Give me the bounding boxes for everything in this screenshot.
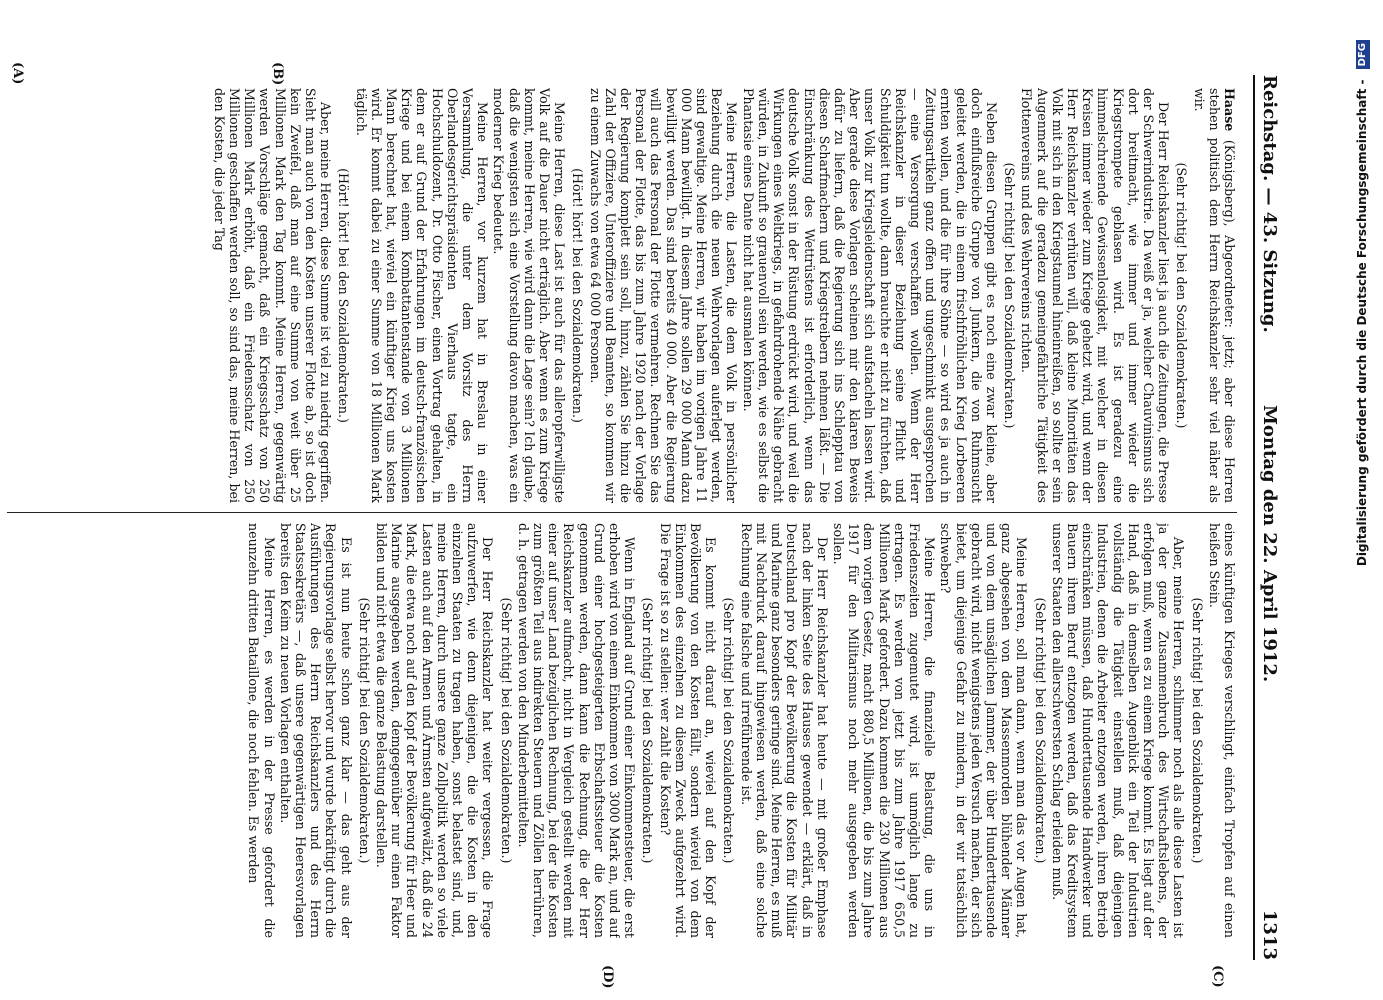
paragraph: Der Herr Reichskanzler hat weiter vergessen, die Frage aufzuwerfen, wie denn diejenigen, die die Kosten in den einzelnen Staaten zu tragen haben, sonst belastet sind, und, meine Herren, durch unsere ganze Zollpolitik werden so viele Lasten auch auf den Armen und Ärmsten aufgewälzt, daß die 24 Mark, die etwa noch auf den Kopf der Bevölkerung für Heer und Marine ausgegeben werden, demgegenüber nur einen Faktor bilden und nicht etwa die ganze Belastung darstellen. bbox=[374, 523, 496, 938]
page-header bbox=[1253, 75, 1283, 960]
page-number: 1313 bbox=[1259, 909, 1280, 960]
margin-marker-d: (D) bbox=[600, 965, 615, 989]
speaker-note: (Königsberg), Abgeordneter: bbox=[1222, 131, 1237, 328]
paragraph: Der Herr Reichskanzler liest ja auch die Zeitungen, die Presse der Schwerindustrie. Da weiß er ja, welcher Chauvinismus sich dort breitmacht, wie immer und immer wieder die Kriegstrompete geblasen wird. Es ist geradezu eine himmelschreiende Gewissenlosigkeit, mit welcher in diesen Kreisen immer wieder zum Kriege gehetzt wird, und wenn der Herr Reichskanzler verhüten will, daß kleine Minoritäten das Volk mit sich in den Kriegstaumel hineinreißen, so sollte er sein Augenmerk auf die geradezu gemeingefährliche Tätigkeit des Flottenvereins und des Wehrvereins richten. bbox=[1019, 88, 1172, 503]
paragraph-text: jetzt; aber diese Herren stehen politisch dem Herrn Reichskanzler sehr viel näher als wir. bbox=[1191, 88, 1237, 503]
paragraph: Meine Herren, die finanzielle Belastung, die uns in Friedenszeiten zugemutet wird, ist unmöglich lange zu ertragen. Es werden von jetzt bis zum Jahre 1917 650,5 Millionen Mark gefordert. Dazu kommen die 230 Millionen aus dem vorigen Gesetz, macht 880,5 Millionen, die bis zum Jahre 1917 für den Militarismus noch mehr ausgegeben werden sollen. bbox=[830, 523, 938, 938]
paragraph-continuation: eines künftigen Krieges verschlingt, einfach Tropfen auf einen heißen Stein. bbox=[1206, 523, 1237, 938]
paragraph: Meine Herren, es werden in der Presse gefordert die neunzehn dritten Bataillone, die noch fehlen. Es werden bbox=[246, 523, 277, 938]
paragraph: Meine Herren, die Lasten, die dem Volk in persönlicher Beziehung durch die neuen Wehrvorlagen auferlegt werden, sind gewaltige. Meine Herren, wir haben im vorigen Jahre 11 000 Mann bewilligt. In diesem Jahre sollen 29 000 Mann dazu bewilligt werden. Das sind bereits 40 000. Aber die Regierung will auch das Personal der Flotte vermehren. Rechnen Sie das Personal der Flotte, das bis zum Jahre 1920 nach der Vorlage der Regierung komplett sein soll, hinzu, zählen Sie hinzu die Zahl der Offiziere, Unteroffiziere und Beamten, so kommen wir zu einem Zuwachs von etwa 64 000 Personen. bbox=[587, 88, 740, 503]
interjection: (Sehr richtig! bei den Sozialdemokraten.) bbox=[498, 597, 514, 864]
credit-text: Digitalisierung gefördert durch die Deutsche Forschungsgemeinschaft - bbox=[1355, 79, 1369, 567]
interjection: (Sehr richtig! bei den Sozialdemokraten.) bbox=[1174, 162, 1190, 429]
header-date: Montag den 22. April 1912. bbox=[1259, 405, 1280, 683]
interjection: (Hört! hört! bei den Sozialdemokraten.) bbox=[336, 168, 352, 423]
paragraph: Meine Herren, vor kurzem hat in Breslau in einer Versammlung, die unter dem Vorsitz des Herrn Oberlandesgerichtspräsidenten Vierhaus tagte, ein Hochschuldozent, Dr. Otto Fischer, einen Vortrag gehalten, in dem er auf Grund der Erfahrungen im deutsch-französischen Kriege und bei einem Kombattantenstande von 3 Millionen Mann berechnet hat, wieviel ein künftiger Krieg uns kosten wird. Er kommt dabei zu einer Summe von 18 Millionen Mark täglich. bbox=[353, 88, 491, 503]
header-session-title: Reichstag. — 43. Sitzung. bbox=[1259, 75, 1280, 333]
right-text-column bbox=[7, 523, 1237, 938]
left-text-column bbox=[7, 88, 1237, 503]
speaker-name: Haase bbox=[1222, 88, 1237, 132]
interjection: (Hört! hört! bei den Sozialdemokraten.) bbox=[570, 168, 586, 423]
dfg-logo: DFG bbox=[1356, 40, 1370, 69]
paragraph: Aber, meine Herren, schlimmer noch als alle diese Lasten ist ja der ganze Zusammenbruch des Wirtschaftslebens, der erfolgen muß, wenn es zu einem Kriege kommt. Es liegt auf der Hand, daß in demselben Augenblick ein Teil der Industrien vollständig die Tätigkeit einstellen muß, daß diejenigen Industrien, denen die Arbeiter entzogen werden, ihren Betrieb einschränken müssen, daß Hunderttausende Handwerker und Bauern ihrem Beruf entzogen werden, daß das Kreditsystem unserer Staaten den allerschwersten Schlag erleiden muß. bbox=[1049, 523, 1187, 938]
column-divider bbox=[7, 512, 1237, 513]
paragraph: Meine Herren, soll man dann, wenn man das vor Augen hat, ganz abgesehen von dem Massenmorden blühender Männer und von dem unsäglichen Jammer, der über Hunderttausende gebracht wird, nicht wenigstens jeden Versuch machen, der sich bietet, um diejenige Gefahr zu mindern, in der wir tatsächlich schweben? bbox=[938, 523, 1030, 938]
margin-marker-b: (B) bbox=[270, 62, 285, 86]
paragraph: Der Herr Reichskanzler hat heute — mit großer Emphase nach der linken Seite des Hauses gewendet — erklärt, daß in Deutschland pro Kopf der Bevölkerung die Kosten für Militär und Marine ganz besonders geringe sind. Meine Herren, es muß mit Nachdruck darauf hingewiesen werden, daß eine solche Rechnung eine falsche und irreführende ist. bbox=[738, 523, 830, 938]
interjection: (Sehr richtig! bei den Sozialdemokraten.) bbox=[1002, 162, 1018, 429]
margin-marker-c: (C) bbox=[1210, 965, 1225, 988]
margin-marker-a: (A) bbox=[10, 62, 25, 85]
digitization-credit bbox=[1328, 20, 1369, 1000]
interjection: (Sehr richtig! bei den Sozialdemokraten.) bbox=[1032, 597, 1048, 864]
paragraph: Neben diesen Gruppen gibt es noch eine zwar kleine, aber doch einflußreiche Gruppe von Junkern, die von Ruhmsucht geleitet werden, die in einem frischfröhlichen Krieg Lorbeeren ernten wollen, und die für ihre Söhne — so wird es ja auch in Zeitungsartikeln ganz offen und ungeschminkt ausgesprochen — eine Versorgung verschaffen wollen. Wenn der Herr Reichskanzler in dieser Beziehung seine Pflicht und Schuldigkeit tun wollte, dann brauchte er nicht zu fürchten, daß unser Volk zur Kriegsleidenschaft sich aufstacheln lassen wird. Aber gerade diese Vorlagen scheinen mir den klaren Beweis dafür zu liefern, daß die Regierung sich ins Schlepptau von diesen Scharfmachern und Kriegstreibern nehmen läßt. — Die Einschränkung des Wettrüstens ist erforderlich, wenn das deutsche Volk sonst in der Rüstung erdrückt wird, und weil die Wirkungen eines Weltkriegs, in gefahrdrohende Nähe gebracht würden, in Zukunft so grauenvoll sein werden, wie es selbst die Phantasie eines Dante nicht hat ausmalen können. bbox=[740, 88, 999, 503]
paragraph: Meine Herren, diese Last ist auch für das alleropferwilligste Volk auf die Dauer nicht erträglich. Aber wenn es zum Kriege kommt, meine Herren, wie wird dann die Lage sein? Ich glaube, daß die wenigsten sich eine Vorstellung davon machen, was ein moderner Krieg bedeutet. bbox=[491, 88, 568, 503]
interjection: (Sehr richtig! bei den Sozialdemokraten.) bbox=[356, 597, 372, 864]
interjection: (Sehr richtig! bei den Sozialdemokraten.) bbox=[1189, 597, 1205, 864]
interjection: (Sehr richtig! bei den Sozialdemokraten.) bbox=[640, 597, 656, 864]
interjection: (Sehr richtig! bei den Sozialdemokraten.) bbox=[721, 597, 737, 864]
paragraph: Es kommt nicht darauf an, wieviel auf den Kopf der Bevölkerung von den Kosten fällt, sondern wieviel von dem Einkommen des einzelnen zu diesem Zweck aufgezehrt wird. Die Frage ist so zu stellen: wer zahlt die Kosten? bbox=[657, 523, 719, 938]
speaker-paragraph bbox=[1191, 88, 1237, 503]
paragraph: Wenn in England auf Grund einer Einkommensteuer, die erst erhoben wird von einem Einkommen von 3000 Mark an, und auf Grund einer hochgesteigerten Erbschaftssteuer die Kosten genommen werden, dann kann die Rechnung, die der Herr Reichskanzler aufmacht, nicht in Vergleich gestellt werden mit einer auf unser Land bezüglichen Rechnung, bei der die Kosten zum größten Teil aus indirekten Steuern und Zöllen herrühren, d. h. getragen werden von den Minderbemittelten. bbox=[515, 523, 638, 938]
paragraph: Es ist nun heute schon ganz klar — das geht aus der Regierungsvorlage selbst hervor und wurde bekräftigt durch die Ausführungen des Herrn Reichskanzlers und des Herrn Staatssekretärs —, daß unsere gegenwärtigen Heeresvorlagen bereits den Keim zu neuen Vorlagen enthalten. bbox=[277, 523, 354, 938]
paragraph: Aber, meine Herren, diese Summe ist viel zu niedrig gegriffen. Sieht man auch von den Kosten unserer Flotte ab, so ist doch kein Zweifel, daß man auf eine Summe von weit über 25 Millionen Mark den Tag kommt. Meine Herren, gegenwärtig werden Vorschläge gemacht, daß ein Kriegsschatz von 250 Millionen Mark erhöht, daß ein Friedensschatz von 250 Millionen geschaffen werden soll, so sind das, meine Herren, bei den Kosten, die jeder Tag bbox=[211, 88, 334, 503]
